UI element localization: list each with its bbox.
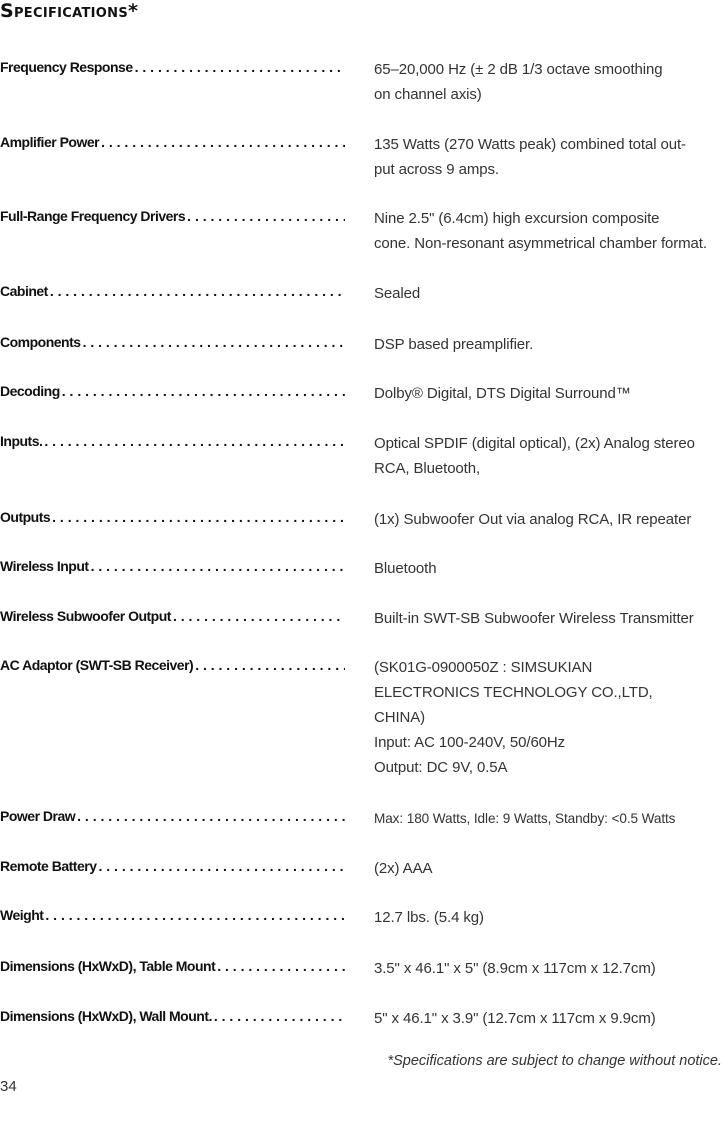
spec-label [0,806,345,826]
dot-leader [212,1006,345,1026]
dot-leader [96,856,345,876]
spec-label [0,856,345,876]
spec-value-line: put across 9 amps. [374,161,499,178]
spec-value [374,806,675,831]
dot-leader [81,332,345,352]
spec-value-line: Nine 2.5" (6.4cm) high excursion composite [374,210,660,227]
spec-value-line: ELECTRONICS TECHNOLOGY CO.,LTD, [374,684,653,701]
spec-value-line: Optical SPDIF (digital optical), (2x) Analog stereo [374,435,695,452]
spec-value [374,507,691,532]
dot-leader [185,206,345,226]
spec-label-text: AC Adaptor (SWT-SB Receiver) [0,657,194,673]
spec-label [0,556,345,576]
spec-value [374,381,631,406]
dot-leader [42,431,345,451]
spec-label [0,655,345,675]
spec-value [374,132,686,182]
spec-label-text: Outputs [0,509,51,525]
spec-value [374,431,695,481]
spec-label-text: Decoding [0,383,60,399]
spec-value-line: Input: AC 100-240V, 50/60Hz [374,734,566,751]
spec-label [0,57,345,77]
footnote: *Specifications are subject to change without notice. [387,1053,722,1069]
dot-leader [215,956,345,976]
dot-leader [48,281,345,301]
spec-value [374,956,656,981]
spec-value-line: cone. Non-resonant asymmetrical chamber format. [374,235,707,252]
spec-value-line: on channel axis) [374,86,482,103]
spec-label [0,132,345,152]
spec-label-text: Inputs. [0,433,43,449]
spec-label-text: Power Draw [0,808,76,824]
spec-value-line: 135 Watts (270 Watts peak) combined total out- [374,136,686,153]
spec-label-text: Remote Battery [0,858,97,874]
spec-label [0,1006,345,1026]
dot-leader [75,806,345,826]
spec-value [374,556,436,581]
dot-leader [43,905,345,925]
dot-leader [99,132,345,152]
page-title: Specifications* [0,0,139,22]
spec-label [0,956,345,976]
spec-value-line: CHINA) [374,709,426,726]
spec-label [0,332,345,352]
page-number: 34 [0,1078,17,1095]
spec-label [0,381,345,401]
spec-label-text: Wireless Subwoofer Output [0,608,171,624]
spec-value-line: (SK01G-0900050Z : SIMSUKIAN [374,659,593,676]
spec-value-line: 3.5" x 46.1" x 5" (8.9cm x 117cm x 12.7cm) [374,960,656,977]
spec-label-text: Frequency Response [0,59,133,75]
spec-label-text: Amplifier Power [0,134,100,150]
spec-value-line: 12.7 lbs. (5.4 kg) [374,909,484,926]
spec-label-text: Weight [0,907,44,923]
spec-label [0,905,345,925]
spec-value-line: 65–20,000 Hz (± 2 dB 1/3 octave smoothing [374,61,663,78]
spec-value [374,281,420,306]
spec-value [374,57,662,107]
dot-leader [133,57,345,77]
dot-leader [60,381,345,401]
spec-value-line: Bluetooth [374,560,437,577]
spec-value-line: (1x) Subwoofer Out via analog RCA, IR repeater [374,511,692,528]
spec-value-line: Sealed [374,285,421,302]
spec-label-text: Components [0,334,81,350]
spec-value [374,1006,656,1031]
spec-value-line: Built-in SWT-SB Subwoofer Wireless Transmitter [374,610,694,627]
spec-label-text: Dimensions (HxWxD), Wall Mount. [0,1008,212,1024]
spec-value-line: (2x) AAA [374,860,433,877]
spec-value-line: RCA, Bluetooth, [374,460,481,477]
spec-value [374,206,707,256]
spec-label-text: Full-Range Frequency Drivers [0,208,186,224]
spec-label-text: Wireless Input [0,558,89,574]
spec-value [374,606,694,631]
spec-label [0,281,345,301]
dot-leader [193,655,345,675]
dot-leader [50,507,345,527]
dot-leader [171,606,345,626]
spec-label [0,606,345,626]
spec-label-text: Cabinet [0,283,48,299]
spec-value [374,856,432,881]
spec-value-line: Dolby® Digital, DTS Digital Surround™ [374,385,631,402]
spec-value [374,905,484,930]
spec-value-line: 5" x 46.1" x 3.9" (12.7cm x 117cm x 9.9cm) [374,1010,656,1027]
spec-value-line: DSP based preamplifier. [374,336,534,353]
spec-value [374,655,653,780]
spec-value-line: Max: 180 Watts, Idle: 9 Watts, Standby: <0.5 Watts [374,811,676,826]
spec-label-text: Dimensions (HxWxD), Table Mount [0,958,216,974]
spec-value-line: Output: DC 9V, 0.5A [374,759,508,776]
dot-leader [89,556,345,576]
spec-label [0,507,345,527]
spec-label [0,431,345,451]
spec-value [374,332,533,357]
spec-label [0,206,345,226]
